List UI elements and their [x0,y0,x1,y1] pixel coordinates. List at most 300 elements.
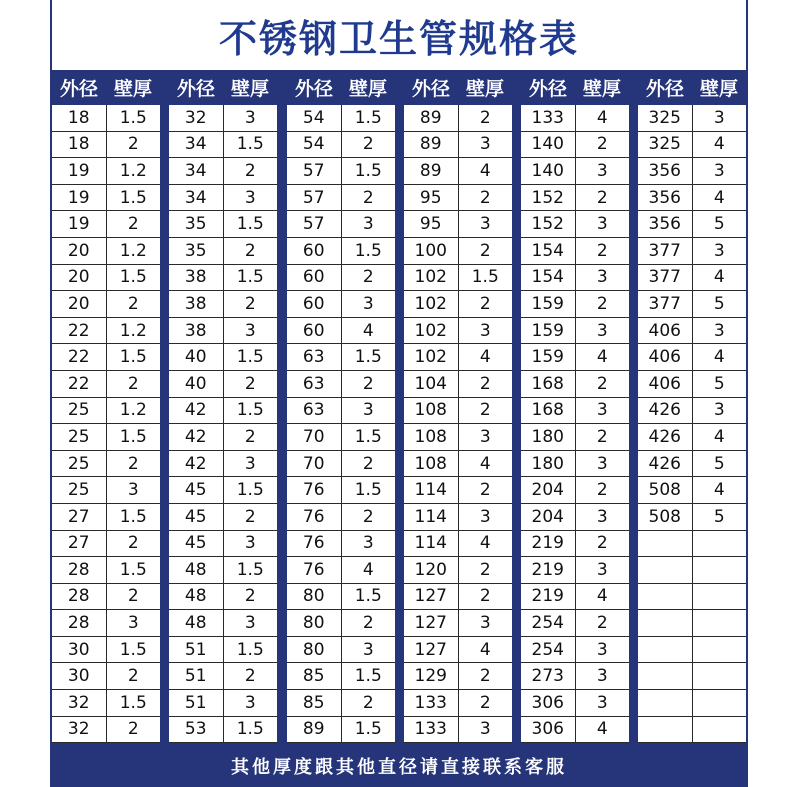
outer-diameter-cell: 108 [414,400,447,421]
wall-thickness-cell: 4 [458,531,513,557]
outer-diameter-cell: 219 [531,533,564,554]
outer-diameter-cell: 325 [648,107,681,128]
title-bar [52,0,746,70]
wall-thickness-cell: 4 [692,424,747,450]
outer-diameter-cell: 80 [302,639,325,660]
wall-thickness-cell: 4 [575,344,630,370]
wall-thickness-cell: 3 [692,105,747,131]
outer-diameter-cell: 356 [648,214,681,235]
spec-group-6 [638,72,746,743]
wall-thickness-cell: 1.5 [341,238,396,264]
wall-thickness-cell: 4 [692,132,747,158]
wall-thickness-cell: 5 [692,451,747,477]
table-row [169,291,277,318]
outer-diameter-cell: 34 [184,160,207,181]
outer-diameter-cell: 28 [67,613,90,634]
wall-thickness-cell: 1.5 [341,584,396,610]
table-row [169,371,277,398]
outer-diameter-cell: 108 [414,453,447,474]
table-row [521,637,629,664]
column-header [287,72,395,102]
table-row [287,690,395,717]
wall-thickness-cell: 1.5 [106,105,161,131]
outer-diameter-cell: 102 [414,320,447,341]
wall-thickness-cell: 3 [575,690,630,716]
outer-diameter-cell: 80 [302,613,325,634]
wall-thickness-cell: 2 [341,132,396,158]
table-row [404,265,512,292]
table-row [404,531,512,558]
wall-thickness-cell [692,690,747,716]
wall-thickness-cell: 3 [341,637,396,663]
outer-diameter-cell: 133 [414,719,447,740]
header-outer-diameter: 外径 [411,77,450,100]
table-row [638,584,746,611]
outer-diameter-cell: 89 [419,160,442,181]
outer-diameter-cell: 168 [531,400,564,421]
outer-diameter-cell: 76 [302,480,325,501]
wall-thickness-cell: 1.5 [106,185,161,211]
wall-thickness-cell: 3 [341,211,396,237]
outer-diameter-cell: 25 [67,400,90,421]
outer-diameter-cell: 89 [419,107,442,128]
outer-diameter-cell: 54 [302,134,325,155]
wall-thickness-cell: 4 [341,557,396,583]
spec-group-5 [521,72,629,743]
table-row [52,398,160,425]
wall-thickness-cell: 2 [341,265,396,291]
outer-diameter-cell: 102 [414,347,447,368]
table-row [521,211,629,238]
wall-thickness-cell: 3 [458,132,513,158]
table-row [169,424,277,451]
wall-thickness-cell: 3 [575,265,630,291]
wall-thickness-cell: 2 [223,584,278,610]
wall-thickness-cell: 1.5 [341,424,396,450]
outer-diameter-cell: 406 [648,373,681,394]
outer-diameter-cell: 57 [302,187,325,208]
outer-diameter-cell: 102 [414,267,447,288]
outer-diameter-cell: 28 [67,586,90,607]
wall-thickness-cell: 2 [458,663,513,689]
wall-thickness-cell: 3 [223,531,278,557]
table-row [287,477,395,504]
table-row [52,637,160,664]
table-row [287,717,395,744]
table-row [52,211,160,238]
wall-thickness-cell: 2 [575,477,630,503]
outer-diameter-cell: 325 [648,134,681,155]
wall-thickness-cell: 2 [223,424,278,450]
wall-thickness-cell: 3 [575,318,630,344]
table-row [52,531,160,558]
table-row [169,531,277,558]
table-row [404,717,512,744]
column-header [404,72,512,102]
table-row [521,344,629,371]
table-row [52,105,160,132]
wall-thickness-cell: 2 [575,610,630,636]
wall-thickness-cell: 3 [341,398,396,424]
outer-diameter-cell: 114 [414,506,447,527]
outer-diameter-cell: 406 [648,347,681,368]
outer-diameter-cell: 32 [67,719,90,740]
outer-diameter-cell: 20 [67,240,90,261]
table-row [169,132,277,159]
wall-thickness-cell: 4 [692,265,747,291]
table-row [52,610,160,637]
table-row [52,185,160,212]
table-row [638,504,746,531]
outer-diameter-cell: 426 [648,453,681,474]
wall-thickness-cell: 3 [458,318,513,344]
table-row [638,318,746,345]
outer-diameter-cell: 54 [302,107,325,128]
table-row [404,238,512,265]
table-row [638,132,746,159]
table-row [521,291,629,318]
outer-diameter-cell: 27 [67,506,90,527]
table-row [169,663,277,690]
table-row [169,158,277,185]
wall-thickness-cell: 3 [223,105,278,131]
wall-thickness-cell: 3 [575,637,630,663]
table-row [521,265,629,292]
wall-thickness-cell: 2 [223,504,278,530]
table-row [169,610,277,637]
wall-thickness-cell [692,637,747,663]
wall-thickness-cell: 3 [106,477,161,503]
table-row [404,504,512,531]
table-row [169,211,277,238]
outer-diameter-cell: 377 [648,267,681,288]
header-outer-diameter: 外径 [528,77,567,100]
wall-thickness-cell: 1.5 [223,132,278,158]
wall-thickness-cell [692,663,747,689]
table-row [52,690,160,717]
table-row [638,265,746,292]
wall-thickness-cell: 1.5 [341,477,396,503]
outer-diameter-cell: 27 [67,533,90,554]
wall-thickness-cell: 1.5 [106,690,161,716]
outer-diameter-cell: 204 [531,480,564,501]
table-row [52,265,160,292]
outer-diameter-cell [638,531,692,557]
outer-diameter-cell: 35 [184,240,207,261]
table-row [287,531,395,558]
table-row [404,610,512,637]
table-row [169,477,277,504]
outer-diameter-cell: 140 [531,160,564,181]
wall-thickness-cell [692,584,747,610]
wall-thickness-cell: 1.2 [106,318,161,344]
wall-thickness-cell: 4 [692,477,747,503]
wall-thickness-cell: 1.5 [223,557,278,583]
table-row [521,185,629,212]
outer-diameter-cell: 25 [67,426,90,447]
outer-diameter-cell: 104 [414,373,447,394]
outer-diameter-cell: 48 [184,613,207,634]
footer-bar [52,745,746,787]
outer-diameter-cell: 306 [531,692,564,713]
table-row [52,717,160,744]
table-row [638,531,746,558]
table-row [404,132,512,159]
outer-diameter-cell: 204 [531,506,564,527]
outer-diameter-cell: 120 [414,559,447,580]
outer-diameter-cell: 377 [648,240,681,261]
outer-diameter-cell: 34 [184,134,207,155]
outer-diameter-cell: 127 [414,586,447,607]
table-row [52,504,160,531]
wall-thickness-cell: 4 [458,344,513,370]
wall-thickness-cell: 2 [575,132,630,158]
outer-diameter-cell: 159 [531,347,564,368]
outer-diameter-cell: 40 [184,373,207,394]
outer-diameter-cell [638,690,692,716]
outer-diameter-cell: 45 [184,506,207,527]
table-row [169,185,277,212]
table-row [287,584,395,611]
wall-thickness-cell: 1.5 [223,211,278,237]
table-row [169,584,277,611]
outer-diameter-cell: 168 [531,373,564,394]
wall-thickness-cell: 3 [223,185,278,211]
table-row [404,344,512,371]
table-row [638,344,746,371]
wall-thickness-cell: 1.2 [106,158,161,184]
table-row [638,238,746,265]
wall-thickness-cell: 2 [106,584,161,610]
outer-diameter-cell: 18 [67,107,90,128]
outer-diameter-cell: 154 [531,267,564,288]
wall-thickness-cell: 2 [458,185,513,211]
outer-diameter-cell: 133 [531,107,564,128]
wall-thickness-cell: 1.5 [106,424,161,450]
outer-diameter-cell: 30 [67,666,90,687]
table-row [52,291,160,318]
outer-diameter-cell: 63 [302,347,325,368]
outer-diameter-cell: 76 [302,506,325,527]
outer-diameter-cell: 219 [531,586,564,607]
wall-thickness-cell: 3 [692,398,747,424]
outer-diameter-cell: 35 [184,214,207,235]
wall-thickness-cell: 2 [341,504,396,530]
outer-diameter-cell: 159 [531,293,564,314]
table-row [638,610,746,637]
wall-thickness-cell: 2 [106,371,161,397]
header-outer-diameter: 外径 [176,77,215,100]
table-row [404,105,512,132]
wall-thickness-cell: 2 [106,291,161,317]
table-row [52,424,160,451]
outer-diameter-cell: 25 [67,453,90,474]
outer-diameter-cell [638,610,692,636]
table-row [169,557,277,584]
outer-diameter-cell: 129 [414,666,447,687]
table-row [521,105,629,132]
outer-diameter-cell: 406 [648,320,681,341]
table-row [52,477,160,504]
wall-thickness-cell: 2 [223,663,278,689]
wall-thickness-cell [692,531,747,557]
header-wall-thickness: 壁厚 [699,77,738,100]
table-row [404,663,512,690]
wall-thickness-cell: 3 [106,610,161,636]
outer-diameter-cell: 63 [302,400,325,421]
table-row [287,344,395,371]
table-row [52,158,160,185]
outer-diameter-cell: 51 [184,692,207,713]
wall-thickness-cell: 2 [458,105,513,131]
outer-diameter-cell: 508 [648,480,681,501]
outer-diameter-cell: 180 [531,426,564,447]
spec-group-2 [169,72,277,743]
spec-rows [169,105,277,743]
wall-thickness-cell: 1.5 [458,265,513,291]
table-row [287,158,395,185]
footer-note: 其他厚度跟其他直径请直接联系客服 [231,757,567,778]
outer-diameter-cell: 127 [414,613,447,634]
table-row [287,451,395,478]
wall-thickness-cell [692,557,747,583]
outer-diameter-cell: 133 [414,692,447,713]
wall-thickness-cell: 3 [575,211,630,237]
spec-rows [52,105,160,743]
outer-diameter-cell: 85 [302,692,325,713]
table-row [404,158,512,185]
wall-thickness-cell: 2 [458,584,513,610]
column-header [521,72,629,102]
table-row [521,531,629,558]
outer-diameter-cell: 60 [302,240,325,261]
table-row [404,690,512,717]
outer-diameter-cell: 42 [184,400,207,421]
outer-diameter-cell: 60 [302,320,325,341]
wall-thickness-cell: 1.5 [341,717,396,743]
table-row [287,371,395,398]
wall-thickness-cell: 1.5 [223,344,278,370]
wall-thickness-cell: 3 [458,717,513,743]
wall-thickness-cell: 2 [458,238,513,264]
wall-thickness-cell: 2 [341,690,396,716]
table-row [287,265,395,292]
wall-thickness-cell: 2 [458,557,513,583]
outer-diameter-cell: 45 [184,533,207,554]
wall-thickness-cell: 1.5 [341,344,396,370]
table-row [404,211,512,238]
outer-diameter-cell: 180 [531,453,564,474]
wall-thickness-cell: 3 [341,531,396,557]
outer-diameter-cell: 100 [414,240,447,261]
wall-thickness-cell: 1.5 [223,398,278,424]
outer-diameter-cell: 22 [67,373,90,394]
outer-diameter-cell: 38 [184,320,207,341]
wall-thickness-cell: 2 [341,371,396,397]
outer-diameter-cell: 25 [67,480,90,501]
spec-rows [404,105,512,743]
table-row [638,211,746,238]
table-row [287,637,395,664]
table-row [287,238,395,265]
wall-thickness-cell: 2 [223,238,278,264]
header-wall-thickness: 壁厚 [582,77,621,100]
table-row [287,211,395,238]
wall-thickness-cell: 2 [106,717,161,743]
wall-thickness-cell: 3 [692,158,747,184]
wall-thickness-cell: 3 [575,663,630,689]
table-row [521,132,629,159]
wall-thickness-cell: 3 [575,158,630,184]
table-row [287,185,395,212]
table-row [638,424,746,451]
wall-thickness-cell: 3 [692,318,747,344]
outer-diameter-cell: 95 [419,214,442,235]
wall-thickness-cell: 3 [223,690,278,716]
table-row [169,238,277,265]
outer-diameter-cell: 22 [67,347,90,368]
spec-rows [521,105,629,743]
outer-diameter-cell: 70 [302,453,325,474]
table-row [638,371,746,398]
wall-thickness-cell: 1.5 [223,717,278,743]
outer-diameter-cell: 356 [648,160,681,181]
wall-thickness-cell: 4 [575,105,630,131]
table-row [404,451,512,478]
outer-diameter-cell: 76 [302,533,325,554]
column-header [52,72,160,102]
wall-thickness-cell: 3 [341,291,396,317]
outer-diameter-cell: 22 [67,320,90,341]
table-row [52,663,160,690]
header-outer-diameter: 外径 [59,77,98,100]
outer-diameter-cell: 48 [184,559,207,580]
table-row [521,557,629,584]
page-title: 不锈钢卫生管规格表 [218,16,579,61]
outer-diameter-cell: 85 [302,666,325,687]
outer-diameter-cell: 219 [531,559,564,580]
wall-thickness-cell: 1.5 [341,158,396,184]
table-row [287,663,395,690]
wall-thickness-cell: 2 [458,398,513,424]
outer-diameter-cell: 40 [184,347,207,368]
wall-thickness-cell: 1.2 [106,398,161,424]
wall-thickness-cell: 3 [575,398,630,424]
wall-thickness-cell: 2 [223,158,278,184]
wall-thickness-cell: 4 [575,584,630,610]
column-header [638,72,746,102]
table-row [287,105,395,132]
table-row [287,291,395,318]
header-outer-diameter: 外径 [294,77,333,100]
table-row [638,663,746,690]
table-row [287,398,395,425]
outer-diameter-cell: 127 [414,639,447,660]
wall-thickness-cell: 5 [692,291,747,317]
outer-diameter-cell: 51 [184,639,207,660]
wall-thickness-cell: 1.5 [341,105,396,131]
table-row [52,584,160,611]
wall-thickness-cell: 3 [223,451,278,477]
outer-diameter-cell: 254 [531,639,564,660]
wall-thickness-cell: 1.5 [223,477,278,503]
spec-group-4 [404,72,512,743]
wall-thickness-cell: 1.5 [106,265,161,291]
header-wall-thickness: 壁厚 [113,77,152,100]
wall-thickness-cell: 1.5 [223,637,278,663]
wall-thickness-cell: 3 [458,504,513,530]
table-row [169,105,277,132]
